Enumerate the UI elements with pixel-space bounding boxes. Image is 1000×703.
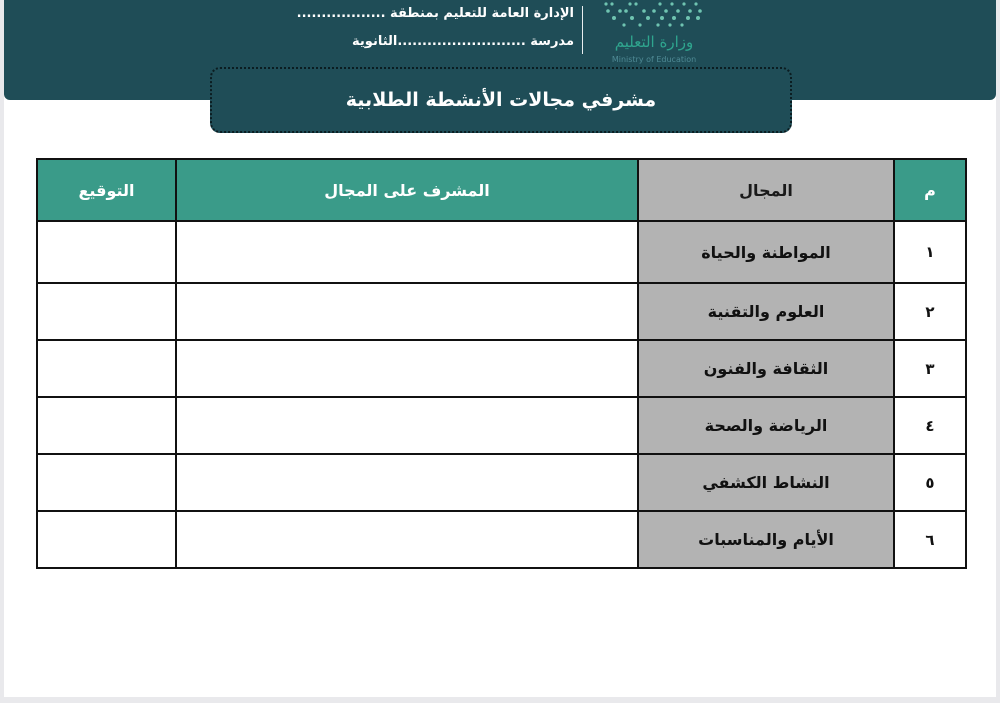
table-row (37, 340, 966, 397)
signature-cell[interactable] (37, 221, 176, 283)
field-name: العلوم والتقنية (638, 283, 894, 340)
signature-cell[interactable] (37, 454, 176, 511)
field-name: المواطنة والحياة (638, 221, 894, 283)
supervisor-cell[interactable] (176, 397, 638, 454)
logo-arabic-text: وزارة التعليم (614, 33, 694, 51)
logo-english-text: Ministry of Education (611, 55, 697, 64)
field-name: الرياضة والصحة (638, 397, 894, 454)
table-row (37, 397, 966, 454)
ministry-logo (600, 0, 708, 66)
column-header-signature: التوقيع (37, 159, 176, 221)
table-row (37, 511, 966, 568)
table-row (37, 221, 966, 283)
school-name-line: مدرسة ..........................الثانوية (352, 34, 574, 49)
table-header-row (37, 159, 966, 221)
row-number: ٦ (894, 511, 966, 568)
table-row (37, 283, 966, 340)
signature-cell[interactable] (37, 397, 176, 454)
supervisor-cell[interactable] (176, 454, 638, 511)
logo-dots-icon (600, 0, 708, 30)
column-header-number: م (894, 159, 966, 221)
field-name: الأيام والمناسبات (638, 511, 894, 568)
row-number: ١ (894, 221, 966, 283)
page-title: مشرفي مجالات الأنشطة الطلابية (345, 89, 657, 111)
field-name: النشاط الكشفي (638, 454, 894, 511)
row-number: ٤ (894, 397, 966, 454)
signature-cell[interactable] (37, 283, 176, 340)
supervisor-cell[interactable] (176, 221, 638, 283)
supervisor-cell[interactable] (176, 340, 638, 397)
supervisor-cell[interactable] (176, 511, 638, 568)
signature-cell[interactable] (37, 340, 176, 397)
row-number: ٢ (894, 283, 966, 340)
signature-cell[interactable] (37, 511, 176, 568)
field-name: الثقافة والفنون (638, 340, 894, 397)
row-number: ٥ (894, 454, 966, 511)
table-row (37, 454, 966, 511)
supervisors-table (36, 158, 967, 569)
supervisor-cell[interactable] (176, 283, 638, 340)
title-banner (210, 67, 792, 133)
row-number: ٣ (894, 340, 966, 397)
column-header-supervisor: المشرف على المجال (176, 159, 638, 221)
education-directorate-line: الإدارة العامة للتعليم بمنطقة .................. (296, 6, 574, 21)
column-header-field: المجال (638, 159, 894, 221)
header-divider (582, 6, 583, 54)
